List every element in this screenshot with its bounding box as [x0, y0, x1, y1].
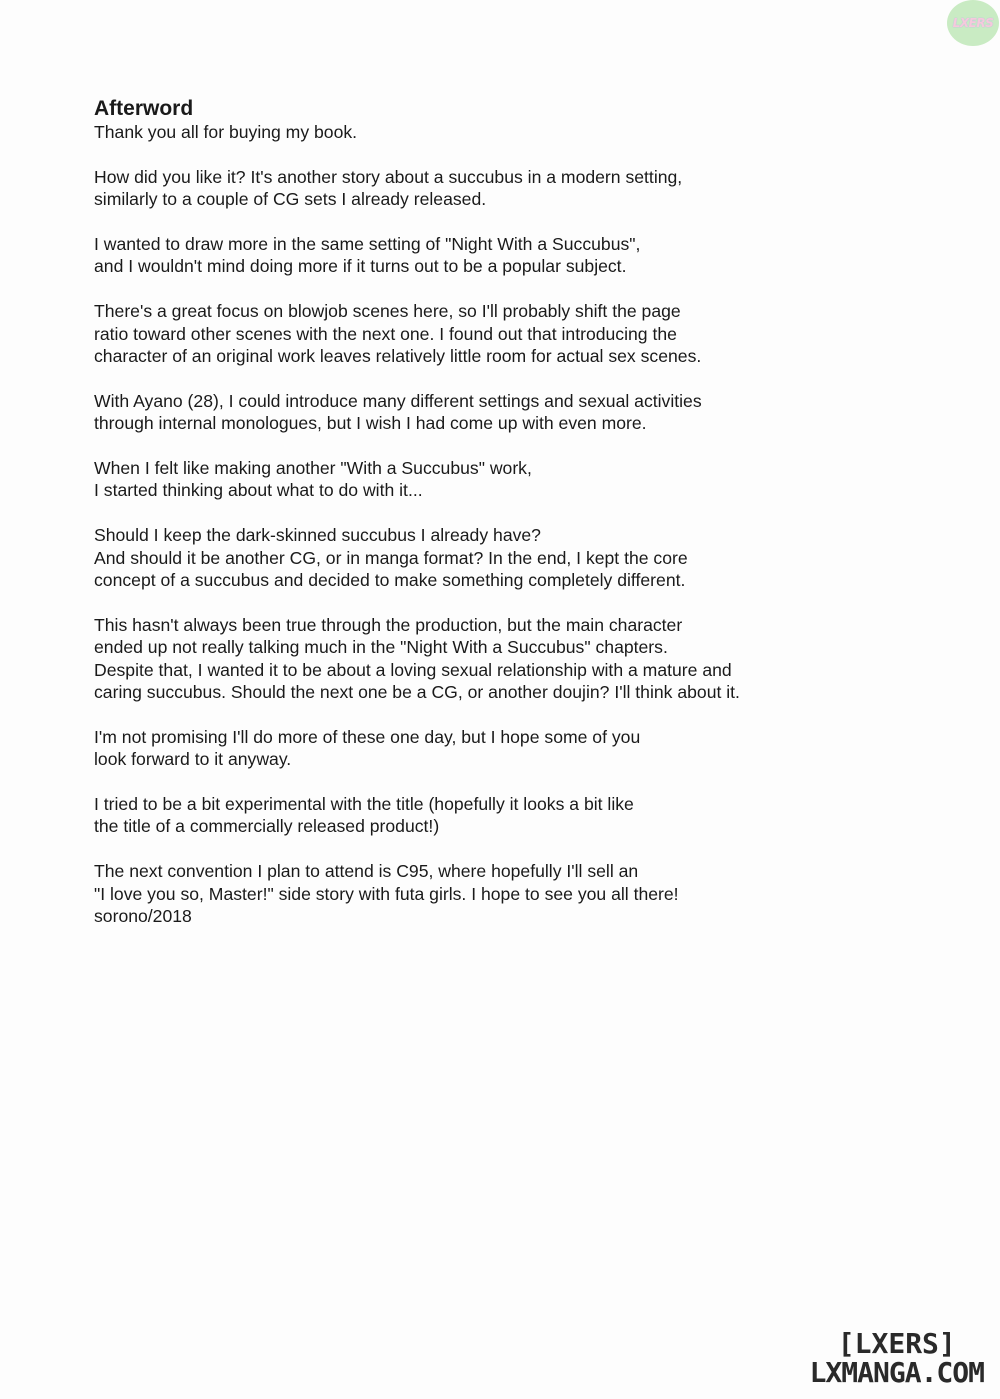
paragraph	[94, 457, 854, 502]
paragraph	[94, 121, 854, 143]
text-line: Should I keep the dark-skinned succubus I already have?	[94, 525, 541, 546]
text-line: and I wouldn't mind doing more if it turns out to be a popular subject.	[94, 256, 627, 277]
text-line: With Ayano (28), I could introduce many different settings and sexual activities	[94, 390, 702, 411]
text-line: sorono/2018	[94, 906, 192, 927]
text-line: I'm not promising I'll do more of these one day, but I hope some of you	[94, 726, 641, 747]
lxers-logo-badge	[947, 0, 999, 46]
paragraph	[94, 614, 854, 704]
paragraph-list	[94, 121, 854, 927]
text-line: ended up not really talking much in the "Night With a Succubus" chapters.	[94, 637, 668, 658]
text-line: the title of a commercially released product!)	[94, 816, 440, 837]
watermark	[810, 1329, 984, 1387]
text-line: How did you like it? It's another story about a succubus in a modern setting,	[94, 166, 683, 187]
paragraph	[94, 390, 854, 435]
logo-text: LXERS	[952, 16, 994, 30]
text-line: I wanted to draw more in the same setting of "Night With a Succubus",	[94, 234, 641, 254]
paragraph	[94, 233, 854, 278]
text-line: When I felt like making another "With a Succubus" work,	[94, 458, 532, 479]
paragraph	[94, 300, 854, 367]
text-line: This hasn't always been true through the production, but the main character	[94, 614, 683, 635]
afterword-document	[94, 97, 854, 950]
text-line: ratio toward other scenes with the next one. I found out that introducing the	[94, 323, 677, 344]
text-line: I tried to be a bit experimental with the title (hopefully it looks a bit like	[94, 794, 634, 815]
text-line: And should it be another CG, or in manga format? In the end, I kept the core	[94, 547, 688, 568]
text-line: concept of a succubus and decided to make something completely different.	[94, 570, 686, 591]
text-line: The next convention I plan to attend is C95, where hopefully I'll sell an	[94, 861, 639, 882]
text-line: Despite that, I wanted it to be about a loving sexual relationship with a mature and	[94, 659, 732, 680]
text-line: "I love you so, Master!" side story with futa girls. I hope to see you all there!	[94, 883, 679, 904]
text-line: character of an original work leaves relatively little room for actual sex scenes.	[94, 346, 702, 367]
paragraph	[94, 166, 854, 211]
paragraph	[94, 524, 854, 591]
text-line: Thank you all for buying my book.	[94, 122, 358, 142]
text-line: through internal monologues, but I wish I had come up with even more.	[94, 413, 647, 434]
watermark-brand: [LXERS]	[837, 1327, 956, 1360]
paragraph	[94, 860, 854, 927]
paragraph	[94, 793, 854, 838]
watermark-site: LXMANGA.COM	[809, 1356, 984, 1389]
paragraph	[94, 726, 854, 771]
text-line: look forward to it anyway.	[94, 749, 292, 770]
text-line: similarly to a couple of CG sets I already released.	[94, 189, 487, 210]
text-line: caring succubus. Should the next one be a CG, or another doujin? I'll think about it.	[94, 682, 740, 703]
page-title: Afterword	[94, 97, 194, 120]
text-line: There's a great focus on blowjob scenes here, so I'll probably shift the page	[94, 301, 681, 322]
text-line: I started thinking about what to do with it...	[94, 480, 423, 501]
